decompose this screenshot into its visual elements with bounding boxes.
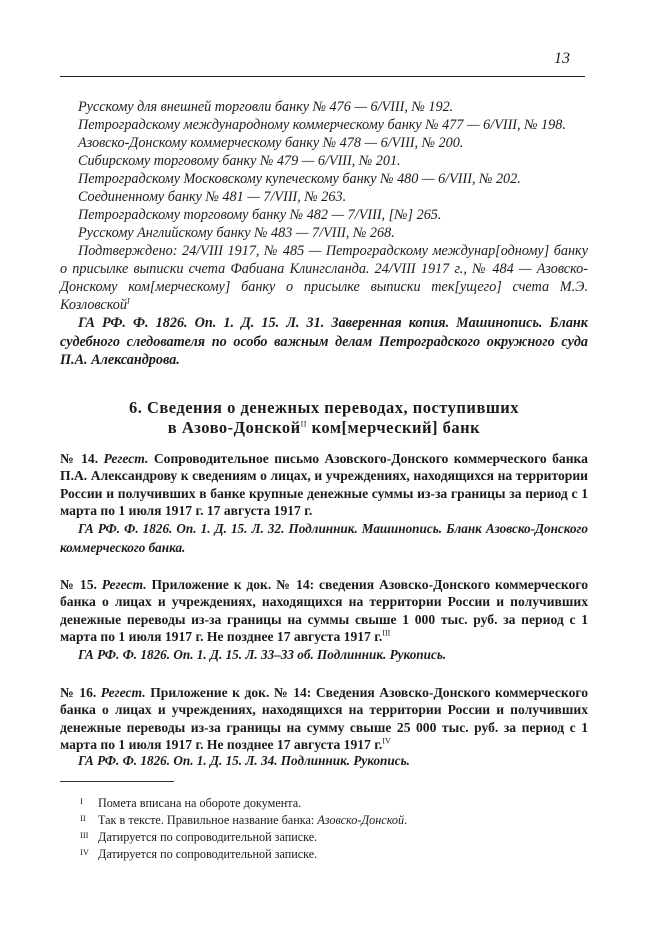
footnote: IV Датируется по сопроводительной записке. <box>80 847 318 861</box>
footnote: II Так в тексте. Правильное название банка: Азовско-Донской. <box>80 813 408 827</box>
document-number: № 16. <box>60 685 97 700</box>
page-number: 13 <box>554 50 570 67</box>
archive-source: ГА РФ. Ф. 1826. Оп. 1. Д. 15. Л. 31. Заверенная копия. Машинопись. Бланк судебного следователя по особо важным делам Петроградского окружного суда П.А. Александрова. <box>60 315 588 368</box>
document-description: Сопроводительное письмо Азовского-Донского коммерческого банка П.А. Александрову к сведениям о лицах, и учреждениях, находящихся на территории России и получивших в банке крупные денежные суммы из-за границы за период с 1 марта по 1 июля 1917 г. 17 августа 1917 г. <box>60 451 588 519</box>
letter-line: Петроградскому торговому банку № 482 — 7/VIII, [№] 265. <box>78 207 442 223</box>
letter-line: Сибирскому торговому банку № 479 — 6/VIII, № 201. <box>78 153 401 169</box>
regest-label: Регест. <box>101 577 147 592</box>
document-number: № 15. <box>60 577 97 592</box>
letter-line: Азовско-Донскому коммерческому банку № 478 — 6/VIII, № 200. <box>78 135 464 151</box>
letter-line: Соединенному банку № 481 — 7/VIII, № 263. <box>78 189 347 205</box>
section-heading-line: 6. Сведения о денежных переводах, поступивших <box>128 398 520 417</box>
footnote-mark: III <box>382 628 391 638</box>
letter-line: Русскому Английскому банку № 483 — 7/VIII, № 268. <box>78 225 395 241</box>
footnote-mark: I <box>126 296 130 306</box>
document-source: ГА РФ. Ф. 1826. Оп. 1. Д. 15. Л. 34. Подлинник. Рукопись. <box>78 753 410 768</box>
footnote-rule <box>60 781 174 782</box>
letter-line: Русскому для внешней торговли банку № 476 — 6/VIII, № 192. <box>78 99 454 115</box>
footnote: III Датируется по сопроводительной записке. <box>80 830 318 844</box>
document-number: № 14. <box>60 451 99 466</box>
confirmation-text: Подтверждено: 24/VIII 1917, № 485 — Петроградскому междунар[одному] банку о присылке выписки счета Фабиана Клингсланда. 24/VIII 1917 г., № 484 — Азовско-Донскому ком[мерческому] банку о присылке выписки тек[ущего] счета М.Э. Козловской <box>60 243 588 313</box>
document-entry <box>60 684 588 754</box>
section-heading-line: в Азово-Донской$^{II}$ ком[мерческий] банк <box>167 418 481 437</box>
regest-label: Регест. <box>103 451 149 466</box>
footnote-number: IV <box>80 847 89 857</box>
document-description: Приложение к док. № 14: Сведения Азовско-Донского коммерческого банка о лицах и учреждениях, находящихся на территории России и получивших денежные переводы из-за границы на сумму свыше 25 000 тыс. руб. за период с 1 марта по 1 июля 1917 г. Не позднее 17 августа 1917 г. <box>60 685 588 753</box>
confirmation-paragraph <box>60 242 588 314</box>
letter-line: Петроградскому международному коммерческому банку № 477 — 6/VIII, № 198. <box>78 117 566 133</box>
document-source: ГА РФ. Ф. 1826. Оп. 1. Д. 15. Л. 32. Подлинник. Машинопись. Бланк Азовско-Донского коммерческого банка. <box>60 521 588 555</box>
footnote-number: III <box>80 830 89 840</box>
regest-label: Регест. <box>100 685 146 700</box>
footnote-number: II <box>80 813 86 823</box>
footnote-mark: II <box>300 419 307 429</box>
footnote: I Помета вписана на обороте документа. <box>80 796 302 810</box>
document-description: Приложение к док. № 14: сведения Азовско-Донского коммерческого банка о лицах и учреждениях, находящихся на территории России и получивших денежные переводы из-за границы на суммы свыше 1 000 тыс. руб. за период с 1 марта по 1 июля 1917 г. Не позднее 17 августа 1917 г. <box>60 577 588 645</box>
header-rule <box>60 76 585 77</box>
footnote-number: I <box>80 796 83 806</box>
document-source: ГА РФ. Ф. 1826. Оп. 1. Д. 15. Л. 33–33 об. Подлинник. Рукопись. <box>78 647 447 662</box>
section-heading <box>60 398 588 438</box>
document-entry <box>60 450 588 520</box>
footnote-mark: IV <box>382 736 391 746</box>
document-entry <box>60 576 588 646</box>
letter-line: Петроградскому Московскому купеческому банку № 480 — 6/VIII, № 202. <box>78 171 521 187</box>
